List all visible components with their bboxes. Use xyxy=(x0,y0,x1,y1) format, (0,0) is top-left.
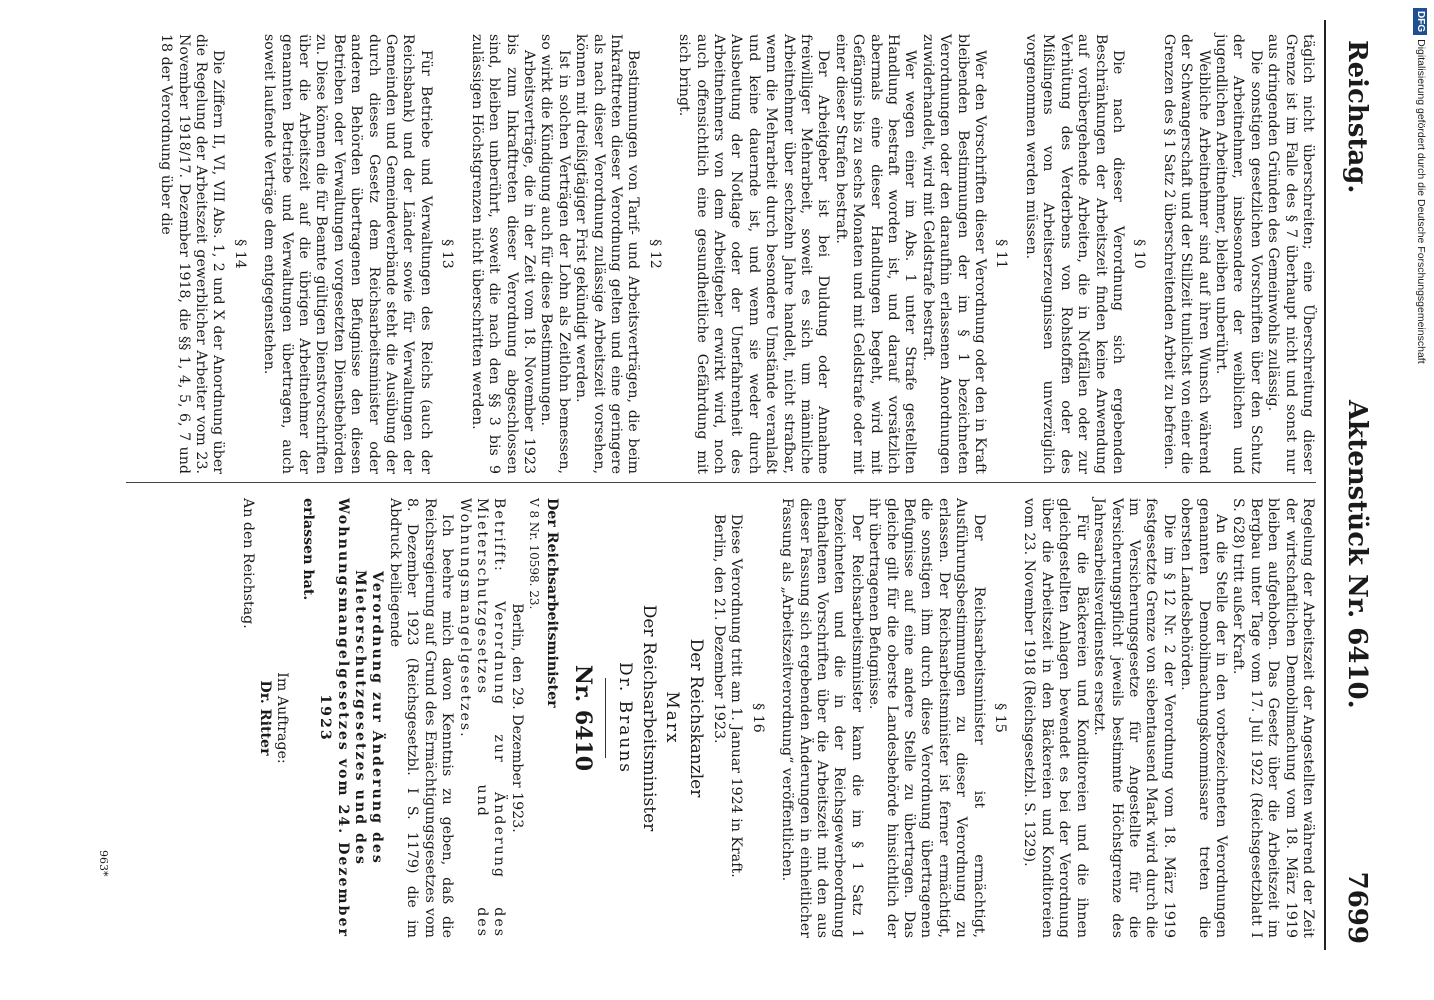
page-number: 7699 xyxy=(1342,871,1372,944)
paragraph: Bestimmungen von Tarif- und Arbeitsverträgen, die beim Inkrafttreten dieser Verordnung gelten und eine geringere als nach dieser Verordnung zulässige Arbeitszeit vorsehen, können mit dreißigtägiger Frist gekündigt werden. xyxy=(573,34,642,474)
right-column xyxy=(126,498,1316,938)
paragraph: Ich beehre mich davon Kenntnis zu geben, daß die Reichsregierung auf Grund des Ermächtigungsgesetzes vom 8. Dezember 1923 (Reichsgesetzbl. I S. 1179) die im Abdruck beiliegende xyxy=(386,498,456,938)
paragraph: An die Stelle der in den vorbezeichneten Verordnungen genannten Demobilmachungskommissare treten die obersten Landesbehörden. xyxy=(1178,498,1229,938)
header-left: Reichstag. xyxy=(1342,40,1372,194)
section-heading: § 10 xyxy=(1131,239,1148,269)
rotated-document-page xyxy=(40,20,1380,950)
left-column xyxy=(126,34,1316,474)
paragraph: Für die Bäckereien und Konditoreien und die ihnen gleichgestellten Anlagen bewendet es bei der Verordnung über die Arbeitszeit in den Bäckereien und Konditoreien vom 23. November 1918 (Reichsgesetzbl. S. 1329). xyxy=(1021,498,1090,938)
section-heading: § 14 xyxy=(231,239,248,269)
paragraph: erlassen hat. xyxy=(299,498,316,601)
signature-name: Dr. Brauns xyxy=(615,661,636,775)
signature-name: Marx xyxy=(662,691,683,745)
signature-title: Der Reichskanzler xyxy=(685,638,706,798)
page-mark: 963* xyxy=(97,850,110,877)
header-center: Aktenstück Nr. 6410. xyxy=(1342,400,1372,709)
signature-name: Dr. Ritter xyxy=(257,680,274,756)
on-behalf-label: Im Auftrage: xyxy=(274,672,291,764)
paragraph: Ist in solchen Verträgen der Lohn als Zeitlohn bemessen, so wirkt die Kündigung auch für diese Bestimmungen. xyxy=(538,34,572,474)
sender: Der Reichsarbeitsminister xyxy=(543,498,560,708)
section-heading: § 16 xyxy=(749,703,766,733)
paragraph: Für Betriebe und Verwaltungen des Reichs (auch der Reichsbank) und der Länder sowie für Verwaltungen der Gemeinden und Gemeindeverbände steht die Ausübung der durch dieses Gesetz dem Reichsarbeitsminister oder anderen Behörden übertragenen Befugnisse den diesen Betrieben oder Verwaltungen vorgesetzten Dienstbehörden zu. Diese können die für Beamte gültigen Dienstvorschriften über die Arbeitszeit auf die übrigen Arbeitnehmer der genannten Betriebe und Verwaltungen übertragen, auch soweit laufende Verträge dem entgegenstehen. xyxy=(261,34,434,474)
paragraph: Weibliche Arbeitnehmer sind auf ihren Wunsch während der Schwangerschaft und der Stillzeit tunlichst von einer die Grenzen des § 1 Satz 2 überschreitenden Arbeit zu befreien. xyxy=(1160,34,1212,474)
paragraph: Wer wegen einer im Abs. 1 unter Strafe gestellten Handlung bestraft worden ist, und darauf vorsätzlich abermals eine dieser Handlungen begeht, wird mit Gefängnis bis zu sechs Monaten und mit Geldstrafe oder mit einer dieser Strafen bestraft. xyxy=(832,34,919,474)
digitization-sidebar xyxy=(1412,8,1430,988)
paragraph: Die Ziffern II, VI, VII Abs. 1, 2 und X der Anordnung über die Regelung der Arbeitszeit gewerblicher Arbeiter vom 23. November 1918/17. Dezember 1918, die §§ 1, 4, 5, 6, 7 und 18 der Verordnung über die xyxy=(158,34,227,474)
paragraph: Der Reichsarbeitsminister ist ermächtigt, Ausführungsbestimmungen zu dieser Verordnung zu erlassen. Der Reichsarbeitsminister ist ferner ermächtigt, die sonstigen ihm durch diese Verordnung übertragenen Befugnisse auf eine andere Stelle zu übertragen. Das gleiche gilt für die oberste Landesbehörde hinsichtlich der ihr übertragenen Befugnisse. xyxy=(866,498,987,938)
paragraph: Der Arbeitgeber ist bei Duldung oder Annahme freiwilliger Mehrarbeit, soweit es sich um männliche Arbeitnehmer über sechzehn Jahre handelt, nicht strafbar, wenn die Mehrarbeit durch besondere Umstände veranlaßt und keine dauernde ist, und wenn sie weder durch Ausbeutung der Notlage oder der Unerfahrenheit des Arbeitnehmers von dem Arbeitgeber erwirkt wird, noch auch offensichtlich eine gesundheitliche Gefährdung mit sich bringt. xyxy=(676,34,832,474)
addressee: An den Reichstag. xyxy=(239,498,256,629)
dateline: Berlin, den 21. Dezember 1923. xyxy=(711,514,727,744)
paragraph: Regelung der Arbeitszeit der Angestellten während der Zeit der wirtschaftlichen Demobilmachung vom 18. März 1919 bleiben aufgehoben. Das Gesetz über die Arbeitszeit im Bergbau unter Tage vom 17. Juli 1922 (Reichsgesetzblatt I S. 628) tritt außer Kraft. xyxy=(1230,498,1316,938)
dateline: Berlin, den 29. Dezember 1923. xyxy=(508,603,525,833)
section-heading: § 13 xyxy=(439,239,456,269)
document-number: Nr. 6410 xyxy=(569,664,596,772)
paragraph: Die im § 12 Nr. 2 der Verordnung vom 18. März 1919 festgesetzte Grenze von siebentausend Mark wird durch die im Versicherungsgesetze für Angestellte für die Versicherungspflicht jeweils bestimmte Höchstgrenze des Jahresarbeitsverdienstes ersetzt. xyxy=(1091,498,1177,938)
reference-number: V 8 Nr. 10598. 23. xyxy=(527,498,542,610)
paragraph: Wer den Vorschriften dieser Verordnung oder den in Kraft bleibenden Bestimmungen der im § 1 bezeichneten Verordnungen oder den daraufhin erlassenen Anordnungen zuwiderhandelt, wird mit Geldstrafe bestraft. xyxy=(919,34,989,474)
subject-line: Betrifft: Verordnung zur Änderung des Mieterschutzgesetzes und des Wohnungsmangelgesetzes. xyxy=(456,498,508,938)
signature-title: Der Reichsarbeitsminister xyxy=(638,604,659,832)
page-header xyxy=(1324,20,1380,950)
separator-rule xyxy=(605,678,606,758)
paragraph: Der Reichsarbeitsminister kann die im § 1 Satz 1 bezeichneten und die in der Reichsgewerbeordnung enthaltenen Vorschriften über die Arbeitszeit mit den aus dieser Fassung sich ergebenden Änderungen in einheitlicher Fassung als „Arbeitszeitverordnung“ veröffentlichen. xyxy=(779,498,865,938)
ordinance-title: Verordnung zur Änderung des Mieterschutzgesetzes und des Wohnungsmangelgesetzes vom 24. Dezember 1923 xyxy=(317,498,386,938)
paragraph: Die nach dieser Verordnung sich ergebenden Beschränkungen der Arbeitszeit finden keine Anwendung auf vorübergehende Arbeiten, die in Notfällen oder zur Verhütung des Verderbens von Rohstoffen oder des Mißlingens von Arbeitserzeugnissen unverzüglich vorgenommen werden müssen. xyxy=(1022,34,1126,474)
paragraph: Die sonstigen gesetzlichen Vorschriften über den Schutz der Arbeitnehmer, insbesondere der weiblichen und jugendlichen Arbeitnehmer, bleiben unberührt. xyxy=(1212,34,1264,474)
paragraph: Diese Verordnung tritt am 1. Januar 1924 in Kraft. xyxy=(728,514,745,878)
column-divider xyxy=(126,482,1316,483)
dfg-logo: DFG xyxy=(1413,8,1427,35)
section-heading: § 12 xyxy=(646,239,663,269)
section-heading: § 15 xyxy=(992,703,1009,733)
paragraph: täglich nicht überschreiten; eine Überschreitung dieser Grenze ist im Falle des § 7 überhaupt nicht und sonst nur aus dringenden Gründen des Gemeinwohls zulässig. xyxy=(1265,34,1316,474)
digitization-credit-text: Digitalisierung gefördert durch die Deutsche Forschungsgemeinschaft xyxy=(1415,39,1427,364)
section-heading: § 11 xyxy=(993,239,1010,269)
paragraph: Arbeitsverträge, die in der Zeit vom 18. November 1923 bis zum Inkrafttreten dieser Verordnung abgeschlossen sind, bleiben unberührt, soweit die nach den §§ 3 bis 9 zulässigen Höchstgrenzen nicht überschritten werden. xyxy=(468,34,537,474)
digitization-credit xyxy=(1412,8,1430,988)
